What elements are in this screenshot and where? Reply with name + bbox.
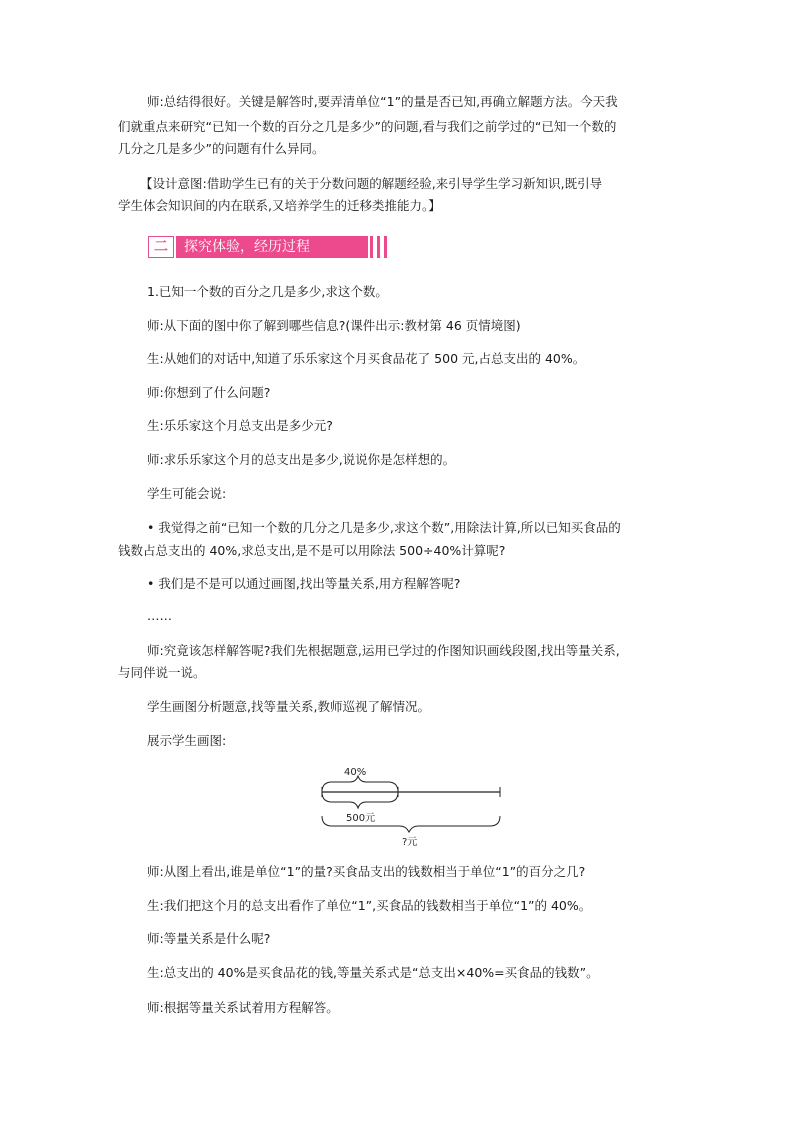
text-line: 生:总支出的 40%是买食品花的钱,等量关系式是“总支出×40%=买食品的钱数”。 xyxy=(147,965,599,980)
text-line: 师:等量关系是什么呢? xyxy=(147,931,271,946)
percent-label: 40% xyxy=(344,767,367,778)
text-line: 1.已知一个数的百分之几是多少,求这个数。 xyxy=(147,284,388,299)
text-line: 师:究竟该怎样解答呢?我们先根据题意,运用已学过的作图知识画线段图,找出等量关系, xyxy=(147,643,620,658)
text-line: 师:从下面的图中你了解到哪些信息?(课件出示:教材第 46 页情境图) xyxy=(147,318,521,333)
text-line: 生:乐乐家这个月总支出是多少元? xyxy=(147,418,333,433)
part-brace xyxy=(322,792,398,808)
text-line: 师:求乐乐家这个月的总支出是多少,说说你是怎样想的。 xyxy=(147,452,456,467)
paragraph-line: 几分之几是多少”的问题有什么异同。 xyxy=(118,141,325,156)
part-label: 500元 xyxy=(346,813,376,824)
section-title: 探究体验，经历过程 xyxy=(176,236,368,258)
total-label: ?元 xyxy=(402,837,418,848)
bullet-item: • 我们是不是可以通过画图,找出等量关系,用方程解答呢? xyxy=(147,576,461,591)
text-line: 展示学生画图: xyxy=(147,733,227,748)
bullet-item: • 我觉得之前“已知一个数的几分之几是多少,求这个数”,用除法计算,所以已知买食品的 xyxy=(147,520,621,535)
decorative-stripes xyxy=(364,236,390,258)
design-intent-line: 【设计意图:借助学生已有的关于分数问题的解题经验,来引导学生学习新知识,既引导 xyxy=(140,176,603,191)
paragraph-line: 们就重点来研究“已知一个数的百分之几是多少”的问题,看与我们之前学过的“已知一个数的 xyxy=(118,119,617,134)
text-line: 与同伴说一说。 xyxy=(118,665,206,680)
paragraph-line: 师:总结得很好。关键是解答时,要弄清单位“1”的量是否已知,再确立解题方法。今天我 xyxy=(147,94,618,109)
line-segment-diagram xyxy=(300,760,530,855)
text-line: 生:从她们的对话中,知道了乐乐家这个月买食品花了 500 元,占总支出的 40%。 xyxy=(147,351,586,366)
text-line: 生:我们把这个月的总支出看作了单位“1”,买食品的钱数相当于单位“1”的 40%。 xyxy=(147,898,592,913)
bullet-item-continued: 钱数占总支出的 40%,求总支出,是不是可以用除法 500÷40%计算呢? xyxy=(118,543,506,558)
ellipsis: …… xyxy=(147,608,172,623)
design-intent-line: 学生体会知识间的内在联系,又培养学生的迁移类推能力。】 xyxy=(118,198,441,213)
top-brace xyxy=(322,776,398,792)
text-line: 学生可能会说: xyxy=(147,486,227,501)
text-line: 学生画图分析题意,找等量关系,教师巡视了解情况。 xyxy=(147,699,430,714)
text-line: 师:根据等量关系试着用方程解答。 xyxy=(147,1000,339,1015)
text-line: 师:从图上看出,谁是单位“1”的量?买食品支出的钱数相当于单位“1”的百分之几? xyxy=(147,864,586,879)
section-number: 二 xyxy=(148,236,174,258)
text-line: 师:你想到了什么问题? xyxy=(147,385,271,400)
